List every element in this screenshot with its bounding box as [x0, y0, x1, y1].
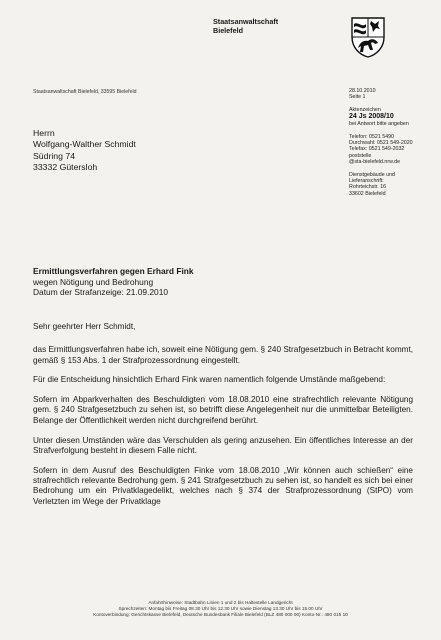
letter-footer	[0, 600, 441, 618]
file-number: 24 Js 2008/10	[349, 113, 394, 121]
footer-office-hours: Sprechzeiten: Montag bis Freitag 08.30 Uhr bis 12.30 Uhr sowie Dienstag 13.30 Uhr bis 15.00 Uhr	[118, 606, 323, 612]
body-paragraph: das Ermittlungsverfahren habe ich, soweit eine Nötigung gem. § 240 Strafgesetzbuch in Betracht kommt, gemäß § 153 Abs. 1 der Strafprozessordnung eingestellt.	[33, 345, 414, 365]
body-paragraph: Für die Entscheidung hinsichtlich Erhard Fink waren namentlich folgende Umstände maßgebend:	[33, 375, 386, 385]
fax: Telefax: 0521 549-2032	[349, 146, 405, 153]
recipient-salutation: Herrn	[33, 128, 55, 138]
footer-bank-details: Kontoverbindung: Gerichtskasse Bielefeld, Deutsche Bundesbank Filiale Bielefeld (BLZ 480 000 00) Konto-Nr.: 480 015 10	[93, 612, 348, 618]
delivery-label: Lieferanschrift:	[349, 178, 384, 185]
subject-block	[33, 266, 194, 298]
reference-block	[349, 88, 437, 197]
recipient-name: Wolfgang-Walther Schmidt	[33, 139, 136, 150]
office-street: Rohrteichstr. 16	[349, 184, 387, 191]
subject-complaint-date: Datum der Strafanzeige: 21.09.2010	[33, 287, 169, 298]
recipient-address	[33, 128, 136, 174]
page-number: Seite 1	[349, 94, 366, 101]
email: @sta-bielefeld.nrw.de	[349, 159, 401, 166]
body-paragraph: Unter diesen Umständen wäre das Verschulden als gering anzusehen. Ein öffentliches Interesse an der Strafverfolgung besteht in diesem Falle nicht.	[33, 435, 413, 455]
subject-charge: wegen Nötigung und Bedrohung	[33, 276, 154, 287]
letter-body	[33, 322, 413, 516]
sender-return-address: Staatsanwaltschaft Bielefeld, 33595 Bielefeld	[33, 89, 137, 95]
file-number-note: bei Antwort bitte angeben	[349, 121, 409, 128]
subject-title: Ermittlungsverfahren gegen Erhard Fink	[33, 266, 194, 276]
body-paragraph: Sofern im Abparkverhalten des Beschuldigten vom 18.08.2010 eine strafrechtlich relevante Nötigung gem. § 240 Strafgesetzbuch zu sehen ist, so betrifft diese Angelegenheit nur die unmittelbar Beteiligten. Belange der Öffentlichkeit werden nicht durchgreifend berührt.	[33, 395, 413, 425]
file-number-label: Aktenzeichen	[349, 106, 381, 113]
recipient-city: 33332 Gütersloh	[33, 162, 98, 173]
recipient-street: Südring 74	[33, 150, 76, 161]
authority-name: Staatsanwaltschaft	[213, 17, 279, 26]
direct-dial: Durchwahl: 0521 549-2020	[349, 140, 413, 147]
postal-label: poststelle	[349, 152, 372, 159]
footer-directions: Anfahrthinweise: Stadtbahn Linien 1 und 2 bis Haltestelle Landgericht	[148, 600, 293, 605]
building-label: Dienstgebäude und	[349, 171, 395, 178]
phone: Telefon: 0521 5490	[349, 133, 395, 140]
body-salutation: Sehr geehrter Herr Schmidt,	[33, 322, 136, 331]
letter-date: 28.10.2010	[349, 88, 376, 94]
letterhead-authority	[213, 17, 278, 35]
nrw-coat-of-arms-icon	[349, 15, 387, 59]
body-paragraph: Sofern in dem Ausruf des Beschuldigten Finke vom 18.08.2010 „Wir können auch schießen“ eine strafrechtlich relevante Bedrohung gem. § 241 Strafgesetzbuch zu sehen ist, so handelt es sich bei einer Bedrohung um ein Privatklagedelikt, welches nach § 374 der Strafprozessordnung (StPO) vom Verletzten im Wege der Privatklage	[33, 465, 413, 506]
authority-city: Bielefeld	[213, 26, 243, 35]
office-city: 33602 Bielefeld	[349, 190, 386, 197]
